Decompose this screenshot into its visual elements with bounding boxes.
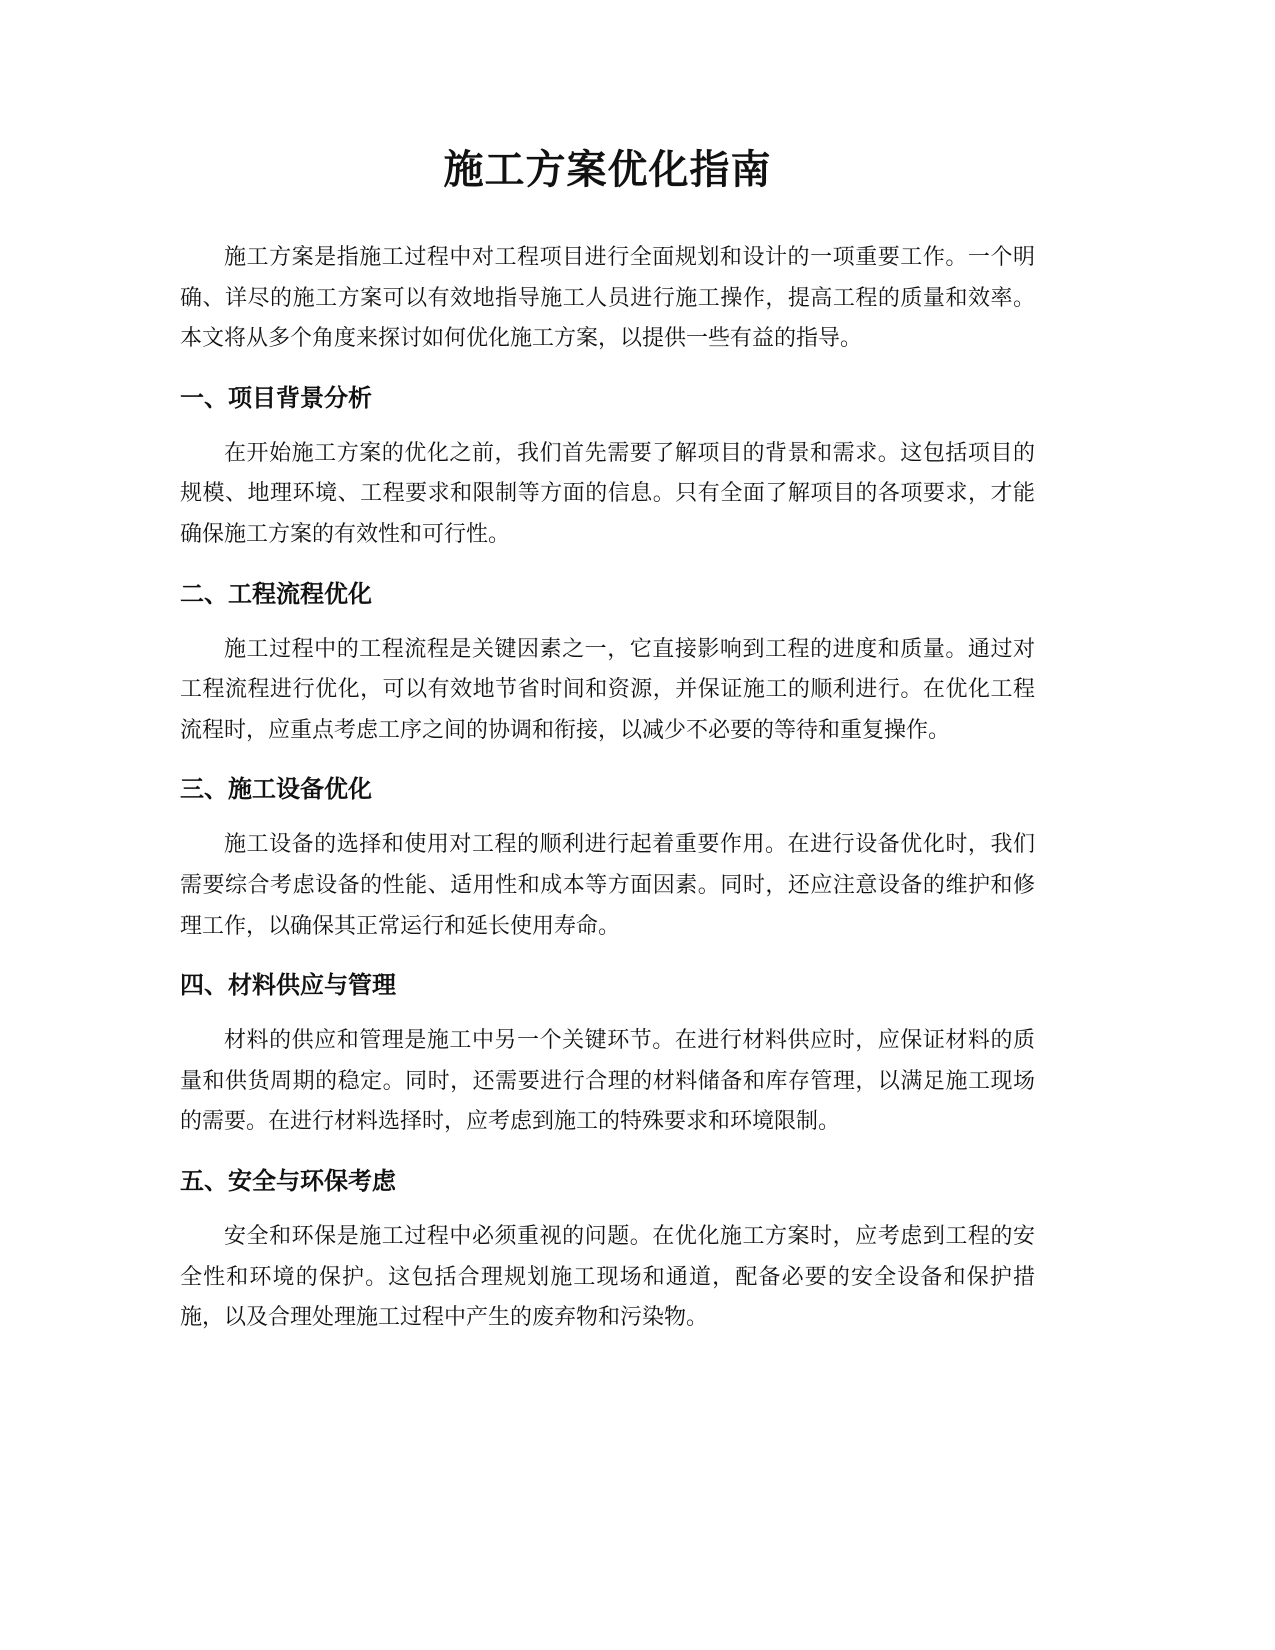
section-4 [180,965,1035,1143]
section-heading: 三、施工设备优化 [180,775,372,804]
section-heading: 一、项目背景分析 [180,383,372,412]
document-title: 施工方案优化指南 [443,147,772,193]
section-heading: 四、材料供应与管理 [180,971,396,1000]
section-paragraph: 在开始施工方案的优化之前，我们首先需要了解项目的背景和需求。这包括项目的规模、地理环境、工程要求和限制等方面的信息。只有全面了解项目的各项要求，才能确保施工方案的有效性和可行性。 [180,440,1035,547]
section-heading: 五、安全与环保考虑 [180,1166,396,1195]
intro-paragraph: 施工方案是指施工过程中对工程项目进行全面规划和设计的一项重要工作。一个明确、详尽的施工方案可以有效地指导施工人员进行施工操作，提高工程的质量和效率。本文将从多个角度来探讨如何优化施工方案，以提供一些有益的指导。 [180,245,1035,352]
section-5 [180,1161,1035,1339]
document-page [180,138,1035,1339]
section-heading: 二、工程流程优化 [180,579,372,608]
section-paragraph: 施工设备的选择和使用对工程的顺利进行起着重要作用。在进行设备优化时，我们需要综合考虑设备的性能、适用性和成本等方面因素。同时，还应注意设备的维护和修理工作，以确保其正常运行和延长使用寿命。 [180,832,1035,939]
section-2 [180,574,1035,752]
section-3 [180,769,1035,947]
section-paragraph: 施工过程中的工程流程是关键因素之一，它直接影响到工程的进度和质量。通过对工程流程进行优化，可以有效地节省时间和资源，并保证施工的顺利进行。在优化工程流程时，应重点考虑工序之间的协调和衔接，以减少不必要的等待和重复操作。 [180,636,1035,743]
section-paragraph: 安全和环保是施工过程中必须重视的问题。在优化施工方案时，应考虑到工程的安全性和环境的保护。这包括合理规划施工现场和通道，配备必要的安全设备和保护措施，以及合理处理施工过程中产生的废弃物和污染物。 [180,1223,1035,1331]
section-paragraph: 材料的供应和管理是施工中另一个关键环节。在进行材料供应时，应保证材料的质量和供货周期的稳定。同时，还需要进行合理的材料储备和库存管理，以满足施工现场的需要。在进行材料选择时，应考虑到施工的特殊要求和环境限制。 [180,1028,1035,1135]
section-1 [180,378,1035,556]
